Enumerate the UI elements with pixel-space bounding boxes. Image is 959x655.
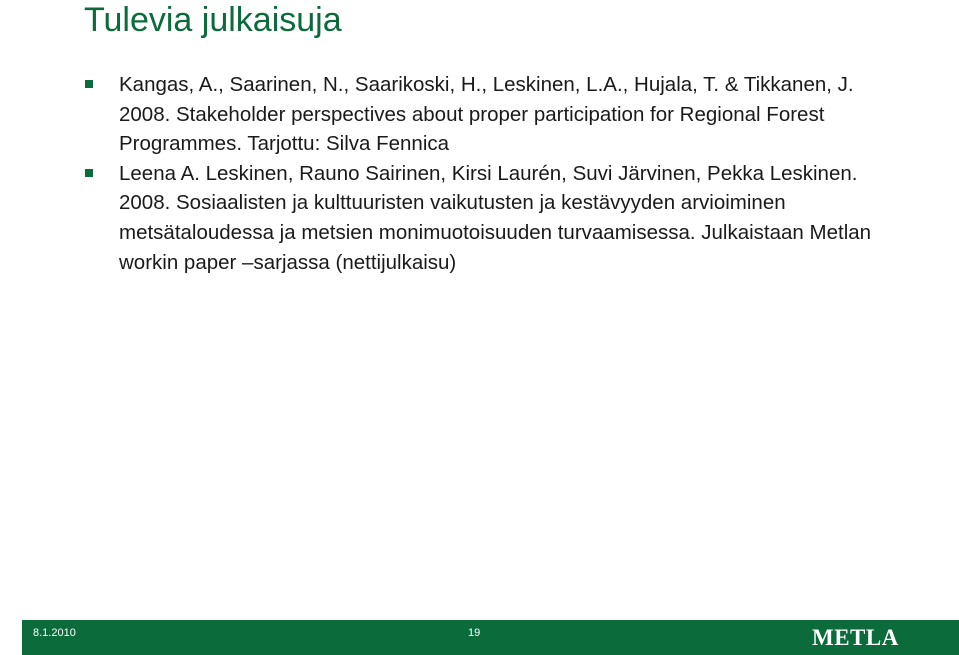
footer-bar [22, 620, 959, 655]
slide-title: Tulevia julkaisuja [84, 1, 342, 39]
bullet-text: Kangas, A., Saarinen, N., Saarikoski, H., Leskinen, L.A., Hujala, T. & Tikkanen, J. 2008. Stakeholder perspectives about proper participation for Regional Forest Programmes. Tarjottu: Silva Fennica [119, 73, 854, 156]
page-number: 19 [468, 627, 481, 639]
bullet-item [84, 70, 884, 159]
bullet-item [84, 159, 884, 277]
bullet-text: Leena A. Leskinen, Rauno Sairinen, Kirsi Laurén, Suvi Järvinen, Pekka Leskinen. 2008. Sosiaalisten ja kulttuuristen vaikutusten ja kestävyyden arvioiminen metsätaloudessa ja metsien monimuotoisuuden turvaamisessa. Julkaistaan Metlan workin paper –sarjassa (nettijulkaisu) [119, 161, 872, 274]
square-bullet-icon [85, 169, 93, 177]
footer-date: 8.1.2010 [33, 627, 76, 639]
square-bullet-icon [85, 80, 93, 88]
bullet-list [84, 70, 884, 277]
metla-logo: METLA [812, 625, 899, 650]
